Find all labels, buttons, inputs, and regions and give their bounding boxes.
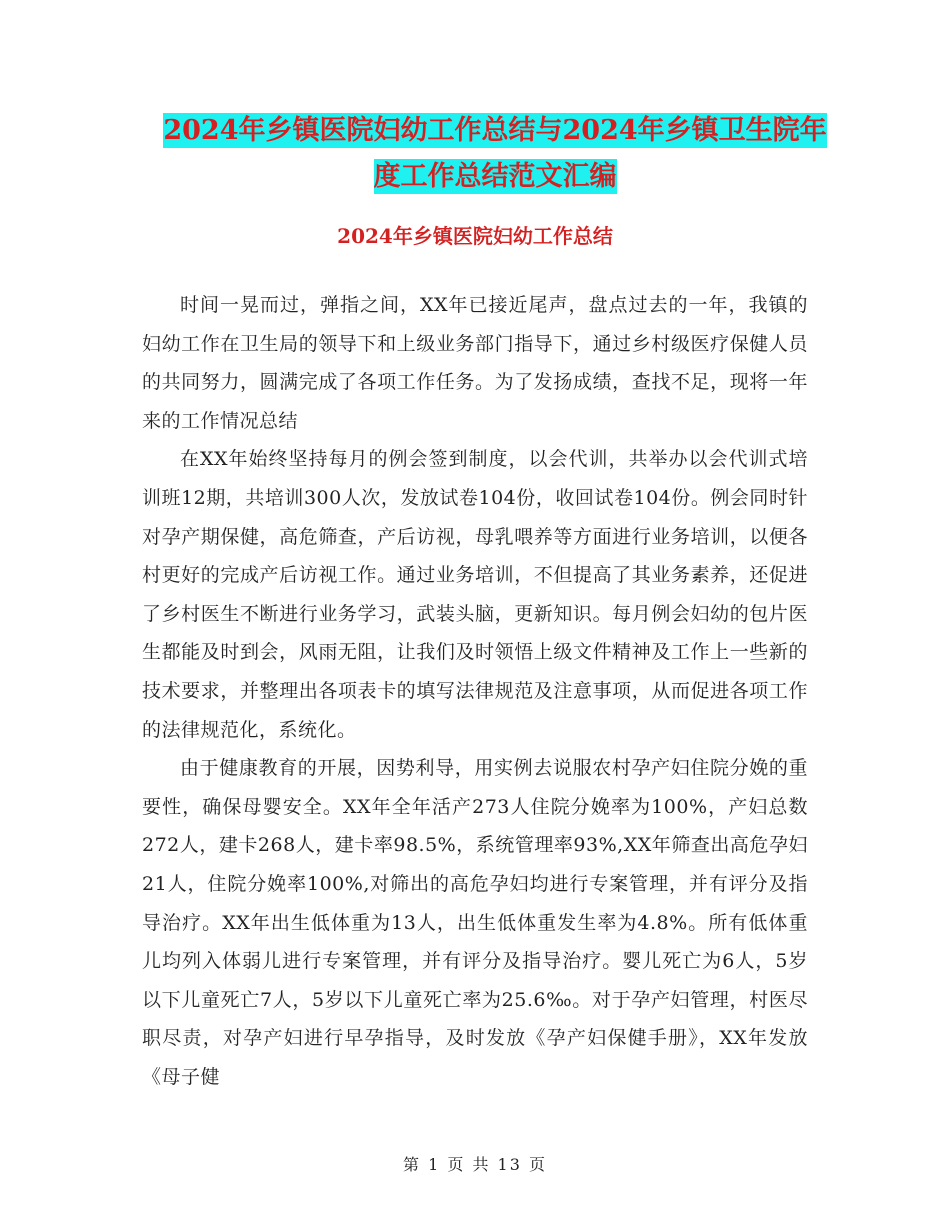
paragraph-3: 由于健康教育的开展，因势利导，用实例去说服农村孕产妇住院分娩的重要性，确保母婴安全。XX年全年活产273人住院分娩率为100%，产妇总数272人，建卡268人，建卡率98.5%，系统管理率93%,XX年筛查出高危孕妇21人，住院分娩率100%,对筛出的高危孕妇均进行专案管理，并有评分及指导治疗。XX年出生低体重为13人，出生低体重发生率为4.8%。所有低体重儿均列入体弱儿进行专案管理，并有评分及指导治疗。婴儿死亡为6人，5岁以下儿童死亡7人，5岁以下儿童死亡率为25.6‰。对于孕产妇管理，村医尽职尽责，对孕产妇进行早孕指导，及时发放《孕产妇保健手册》，XX年发放《母子健 — [142, 757, 808, 1088]
paragraph-1: 时间一晃而过，弹指之间，XX年已接近尾声，盘点过去的一年，我镇的妇幼工作在卫生局的领导下和上级业务部门指导下，通过乡村级医疗保健人员的共同努力，圆满完成了各项工作任务。为了发扬成绩，查找不足，现将一年来的工作情况总结 — [142, 294, 808, 432]
document-title-line-1: 2024年乡镇医院妇幼工作总结与2024年乡镇卫生院年 — [163, 115, 827, 146]
section-title: 2024年乡镇医院妇幼工作总结 — [337, 224, 613, 248]
document-title — [140, 108, 850, 200]
paragraph-2: 在XX年始终坚持每月的例会签到制度，以会代训，共举办以会代训式培训班12期，共培训300人次，发放试卷104份，收回试卷104份。例会同时针对孕产期保健，高危筛查，产后访视，母乳喂养等方面进行业务培训，以便各村更好的完成产后访视工作。通过业务培训，不但提高了其业务素养，还促进了乡村医生不断进行业务学习，武装头脑，更新知识。每月例会妇幼的包片医生都能及时到会，风雨无阻，让我们及时领悟上级文件精神及工作上一些新的技术要求，并整理出各项表卡的填写法律规范及注意事项，从而促进各项工作的法律规范化，系统化。 — [142, 448, 808, 741]
document-body — [142, 286, 808, 1096]
document-title-line-2: 度工作总结范文汇编 — [373, 161, 617, 192]
page-footer: 第 1 页 共 13 页 — [403, 1155, 547, 1174]
